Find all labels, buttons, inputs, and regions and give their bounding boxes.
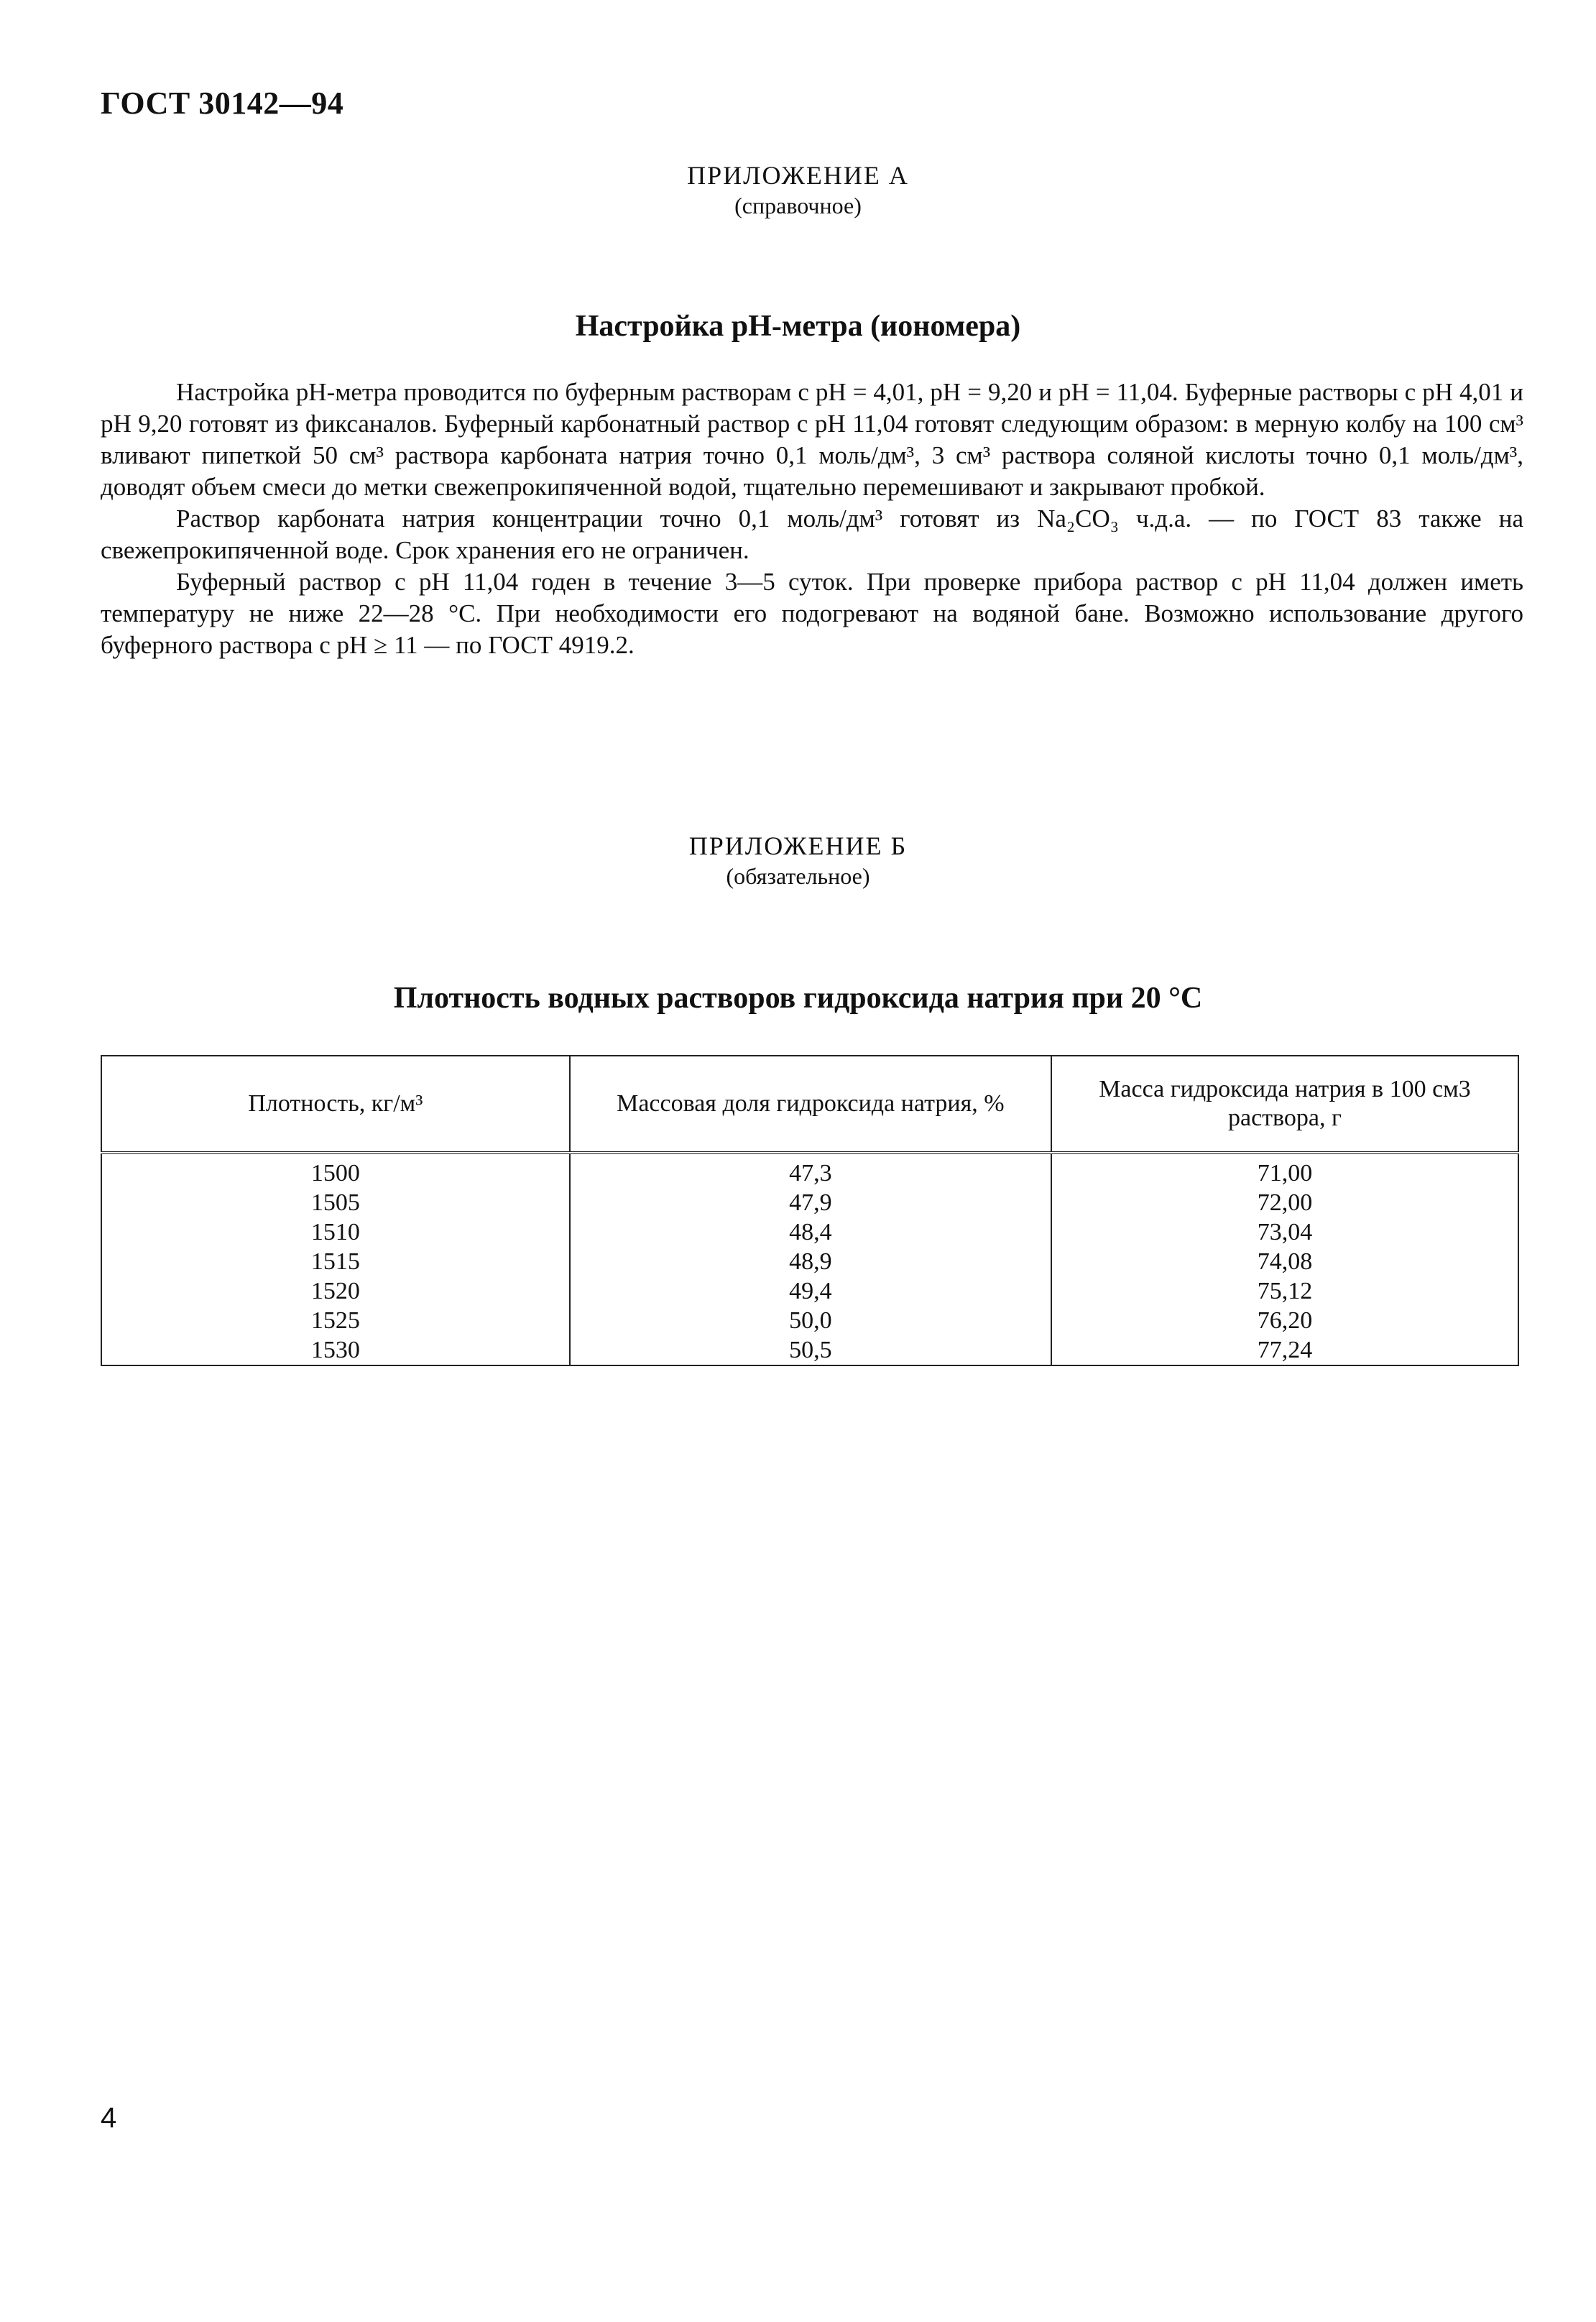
table-cell-density: 1500 <box>101 1153 570 1188</box>
column-header-density: Плотность, кг/м³ <box>101 1056 570 1153</box>
table-cell-density: 1505 <box>101 1188 570 1217</box>
appendix-b-heading: Плотность водных растворов гидроксида натрия при 20 °С <box>393 982 1203 1015</box>
appendix-a-heading: Настройка рН-метра (иономера) <box>575 310 1021 343</box>
table-cell-mass-fraction: 50,0 <box>570 1306 1051 1335</box>
table-cell-mass-fraction: 47,3 <box>570 1153 1051 1188</box>
table-cell-density: 1515 <box>101 1247 570 1276</box>
table-cell-mass-fraction: 47,9 <box>570 1188 1051 1217</box>
appendix-b-title: ПРИЛОЖЕНИЕ Б <box>688 831 908 860</box>
table-row <box>101 1247 1518 1276</box>
table-row <box>101 1153 1518 1188</box>
appendix-a-body <box>101 377 1523 661</box>
table-cell-density: 1530 <box>101 1335 570 1365</box>
table-cell-density: 1510 <box>101 1217 570 1247</box>
table-cell-mass-per-100cm3: 72,00 <box>1051 1188 1518 1217</box>
appendix-a-paragraph-1: Настройка рН-метра проводится по буферным растворам с рН = 4,01, рН = 9,20 и рН = 11,04. Буферные растворы с рН 4,01 и рН 9,20 готовят из фиксаналов. Буферный карбонатный раствор с рН 11,04 готовят следующим образом: в мерную колбу на 100 см³ вливают пипеткой 50 см³ раствора карбоната натрия точно 0,1 моль/дм³, 3 см³ раствора соляной кислоты точно 0,1 моль/дм³, доводят объем смеси до метки свежепрокипяченной водой, тщательно перемешивают и закрывают пробкой. <box>101 378 1523 501</box>
table-cell-mass-fraction: 50,5 <box>570 1335 1051 1365</box>
table-row <box>101 1276 1518 1306</box>
appendix-b-status: (обязательное) <box>726 863 870 889</box>
table-row <box>101 1188 1518 1217</box>
table-row <box>101 1217 1518 1247</box>
density-table <box>101 1055 1519 1366</box>
appendix-a-paragraph-2: Раствор карбоната натрия концентрации точно 0,1 моль/дм³ готовят из Na₂CO₃ ч.д.а. — по ГОСТ 83 также на свежепрокипяченной воде. Срок хранения его не ограничен. <box>101 505 1523 564</box>
table-cell-density: 1525 <box>101 1306 570 1335</box>
appendix-a-title: ПРИЛОЖЕНИЕ А <box>687 161 909 190</box>
page-number: 4 <box>101 2102 117 2134</box>
table-cell-mass-fraction: 49,4 <box>570 1276 1051 1306</box>
table-cell-mass-per-100cm3: 71,00 <box>1051 1153 1518 1188</box>
appendix-b-block <box>0 830 1596 890</box>
appendix-a-block <box>0 160 1596 220</box>
table-cell-mass-per-100cm3: 75,12 <box>1051 1276 1518 1306</box>
table-cell-mass-fraction: 48,9 <box>570 1247 1051 1276</box>
table-cell-mass-per-100cm3: 74,08 <box>1051 1247 1518 1276</box>
table-header-row <box>101 1056 1518 1153</box>
table-row <box>101 1335 1518 1365</box>
column-header-mass-per-100cm3: Масса гидроксида натрия в 100 см3 раствора, г <box>1051 1056 1518 1153</box>
table-cell-density: 1520 <box>101 1276 570 1306</box>
table-cell-mass-fraction: 48,4 <box>570 1217 1051 1247</box>
table-cell-mass-per-100cm3: 73,04 <box>1051 1217 1518 1247</box>
table-row <box>101 1306 1518 1335</box>
appendix-a-status: (справочное) <box>734 193 862 218</box>
table-cell-mass-per-100cm3: 76,20 <box>1051 1306 1518 1335</box>
document-header-code: ГОСТ 30142—94 <box>101 86 344 121</box>
column-header-mass-fraction: Массовая доля гидроксида натрия, % <box>570 1056 1051 1153</box>
appendix-a-paragraph-3: Буферный раствор с рН 11,04 годен в течение 3—5 суток. При проверке прибора раствор с рН 11,04 должен иметь температуру не ниже 22—28 °С. При необходимости его подогревают на водяной бане. Возможно использование другого буферного раствора с рН ≥ 11 — по ГОСТ 4919.2. <box>101 568 1523 659</box>
table-cell-mass-per-100cm3: 77,24 <box>1051 1335 1518 1365</box>
